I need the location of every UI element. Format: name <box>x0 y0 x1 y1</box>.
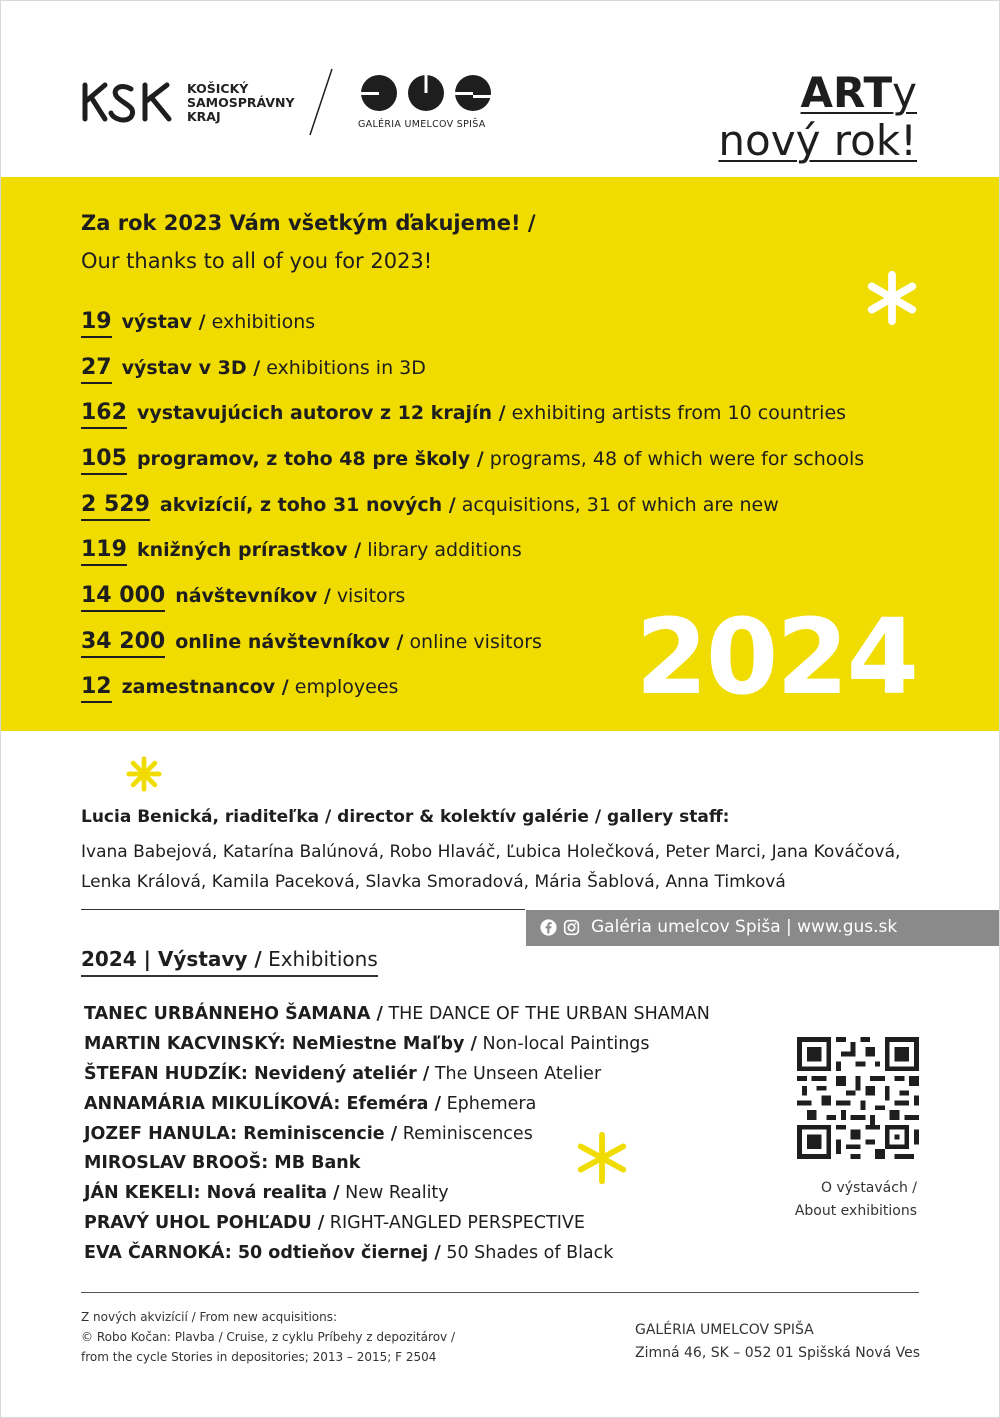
exhibition-item <box>84 1004 710 1024</box>
stat-label-sk: akvizícií, z toho 31 nových / <box>159 494 456 516</box>
exhibition-title-sk: ANNAMÁRIA MIKULÍKOVÁ: Efeméra / <box>84 1094 441 1114</box>
year-2024: 2024 <box>635 596 917 718</box>
stat-label-en: online visitors <box>409 631 542 653</box>
stat-row <box>81 492 779 521</box>
stat-label-sk: knižných prírastkov / <box>136 539 362 561</box>
instagram-icon[interactable] <box>563 919 580 936</box>
stat-label-en: employees <box>294 676 399 698</box>
staff-line: Ivana Babejová, Katarína Balúnová, Robo Hlaváč, Ľubica Holečková, Peter Marci, Jana Kováčová, <box>81 842 901 862</box>
exhibitions-heading <box>81 947 378 977</box>
exhibition-title-en: THE DANCE OF THE URBAN SHAMAN <box>388 1004 710 1024</box>
exhibition-item <box>84 1153 360 1173</box>
exhibition-item <box>84 1094 536 1114</box>
exhibition-item <box>84 1243 613 1263</box>
stat-label-sk: návštevníkov / <box>175 585 331 607</box>
exhibition-title-sk: ŠTEFAN HUDZÍK: Nevidený ateliér / <box>84 1064 430 1084</box>
thanks-heading-sk: Za rok 2023 Vám všetkým ďakujeme! / <box>81 211 536 235</box>
staff-names <box>81 837 931 897</box>
asterisk-icon <box>125 755 163 793</box>
stat-row <box>81 400 846 429</box>
qr-caption <box>795 1177 917 1223</box>
footer-credit-line: © Robo Kočan: Plavba / Cruise, z cyklu Príbehy z depozitárov / <box>81 1330 456 1344</box>
exhibition-item <box>84 1124 533 1144</box>
stat-number: 162 <box>81 400 127 429</box>
arty-bold: ART <box>800 68 893 117</box>
stat-number: 12 <box>81 674 112 703</box>
footer-address-line: Zimná 46, SK – 052 01 Spišská Nová Ves <box>635 1345 921 1361</box>
stat-row <box>81 629 542 658</box>
arty-line1 <box>718 69 917 117</box>
stat-label-en: exhibitions <box>211 311 316 333</box>
social-link[interactable]: Galéria umelcov Spiša | www.gus.sk <box>591 917 898 937</box>
exhibition-item <box>84 1034 650 1054</box>
exhibition-title-en: New Reality <box>345 1183 449 1203</box>
gus-logo <box>359 73 494 113</box>
ksk-line: KRAJ <box>187 109 221 124</box>
exhibitions-heading-sk: 2024 | Výstavy / <box>81 947 262 971</box>
stat-number: 2 529 <box>81 492 150 521</box>
asterisk-icon <box>863 269 921 327</box>
gus-logo-text: GALÉRIA UMELCOV SPIŠA <box>358 119 486 130</box>
footer-credit-line: Z nových akvizícií / From new acquisitions: <box>81 1310 338 1324</box>
stat-label-sk: online návštevníkov / <box>175 631 404 653</box>
footer-credit-line: from the cycle Stories in depositories; 2013 – 2015; F 2504 <box>81 1350 437 1364</box>
stat-number: 34 200 <box>81 629 165 658</box>
stat-row <box>81 537 522 566</box>
exhibition-title-sk: MARTIN KACVINSKÝ: NeMiestne Maľby / <box>84 1034 477 1054</box>
stat-label-en: visitors <box>336 585 406 607</box>
divider-line <box>81 909 525 910</box>
footer-address-name: GALÉRIA UMELCOV SPIŠA <box>635 1322 814 1338</box>
exhibition-title-sk: PRAVÝ UHOL POHĽADU / <box>84 1213 325 1233</box>
stat-label-sk: výstav v 3D / <box>121 357 261 379</box>
stat-row <box>81 309 315 338</box>
logo-divider <box>306 67 336 137</box>
qr-code[interactable] <box>797 1037 919 1159</box>
ksk-line: KOŠICKÝ <box>187 81 249 96</box>
staff-line: Lenka Králová, Kamila Paceková, Slavka Smoradová, Mária Šablová, Anna Timková <box>81 872 786 892</box>
stat-label-en: exhibitions in 3D <box>266 357 426 379</box>
ksk-line: SAMOSPRÁVNY <box>187 95 295 110</box>
qr-caption-line: O výstavách / <box>820 1180 917 1196</box>
stat-label-en: exhibiting artists from 10 countries <box>511 402 847 424</box>
stat-number: 14 000 <box>81 583 165 612</box>
exhibition-title-en: Non-local Paintings <box>482 1034 650 1054</box>
exhibitions-heading-en: Exhibitions <box>268 947 378 971</box>
stat-label-en: library additions <box>367 539 522 561</box>
stat-label-en: acquisitions, 31 of which are new <box>461 494 779 516</box>
exhibition-title-en: 50 Shades of Black <box>446 1243 614 1263</box>
exhibition-title-sk: JOZEF HANULA: Reminiscencie / <box>84 1124 398 1144</box>
stat-row <box>81 355 426 384</box>
footer-divider <box>81 1292 919 1293</box>
stat-label-sk: výstav / <box>121 311 206 333</box>
stat-label-sk: zamestnancov / <box>121 676 289 698</box>
footer-credit <box>81 1307 455 1367</box>
exhibition-title-en: Reminiscences <box>402 1124 533 1144</box>
exhibition-item <box>84 1183 449 1203</box>
exhibition-title-sk: JÁN KEKELI: Nová realita / <box>84 1183 340 1203</box>
arty-line2: nový rok! <box>718 116 917 165</box>
qr-caption-line: About exhibitions <box>794 1203 917 1219</box>
staff-heading: Lucia Benická, riaditeľka / director & kolektív galérie / gallery staff: <box>81 807 730 827</box>
stat-row <box>81 674 398 703</box>
stat-number: 119 <box>81 537 127 566</box>
footer-address <box>635 1319 920 1365</box>
exhibition-title-en: The Unseen Atelier <box>434 1064 602 1084</box>
exhibition-item <box>84 1064 601 1084</box>
asterisk-icon <box>573 1129 631 1187</box>
facebook-icon[interactable] <box>540 919 557 936</box>
stat-row <box>81 446 864 475</box>
stat-number: 27 <box>81 355 112 384</box>
arty-rest: y <box>892 68 917 117</box>
exhibition-title-sk: MIROSLAV BROOŠ: MB Bank <box>84 1153 361 1173</box>
ksk-logo <box>81 79 175 125</box>
social-bar <box>526 910 1000 946</box>
stat-label-sk: programov, z toho 48 pre školy / <box>136 448 484 470</box>
exhibition-title-en: RIGHT-ANGLED PERSPECTIVE <box>329 1213 585 1233</box>
stat-number: 105 <box>81 446 127 475</box>
ksk-logo-text <box>187 82 295 124</box>
exhibition-item <box>84 1213 585 1233</box>
exhibition-title-sk: EVA ČARNOKÁ: 50 odtieňov čiernej / <box>84 1243 441 1263</box>
exhibition-title-en: Ephemera <box>446 1094 537 1114</box>
stat-number: 19 <box>81 309 112 338</box>
stat-label-en: programs, 48 of which were for schools <box>489 448 865 470</box>
exhibition-title-sk: TANEC URBÁNNEHO ŠAMANA / <box>84 1004 383 1024</box>
stat-label-sk: vystavujúcich autorov z 12 krajín / <box>136 402 506 424</box>
arty-title <box>718 69 917 165</box>
stat-row <box>81 583 405 612</box>
thanks-heading-en: Our thanks to all of you for 2023! <box>81 249 433 273</box>
